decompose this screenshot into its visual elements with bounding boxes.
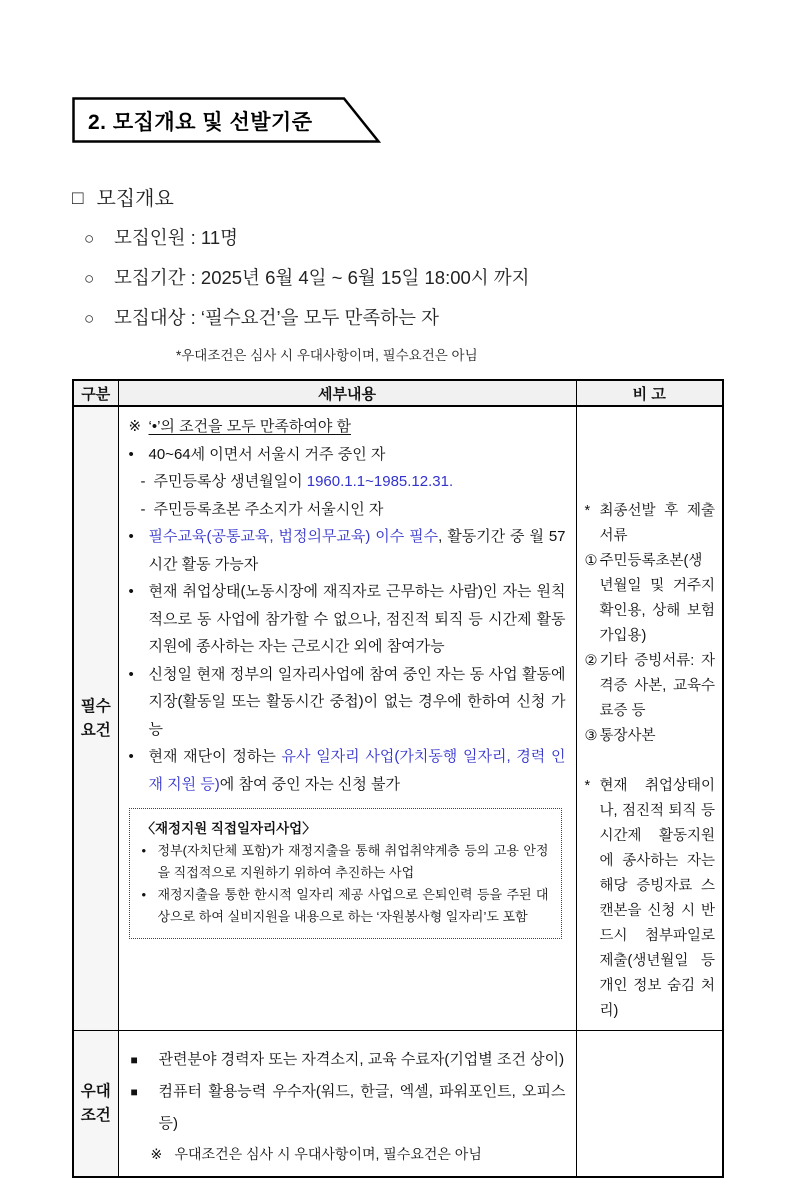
bullet-marker: * [584, 503, 591, 519]
list-item [585, 549, 716, 649]
row-label-line: 우대 [80, 1082, 111, 1100]
inset-box-list [142, 840, 549, 928]
text-segment: 신청일 현재 정부의 일자리사업에 참여 중인 자는 동 사업 활동에 지장(활동일 또는 활동시간 중첩)이 없는 경우에 한하여 신청 가능 [148, 665, 566, 738]
bullet-marker: ① [584, 553, 598, 569]
text-segment: 주민등록초본 주소지가 서울시인 자 [153, 500, 384, 518]
remarks-list [585, 499, 716, 1024]
col-header-remarks: 비 고 [576, 380, 723, 406]
list-item [585, 499, 716, 549]
list-item [84, 264, 722, 290]
bullet-marker: ② [584, 653, 598, 669]
text-segment: ‘•’의 조건을 모두 만족하여야 함 [148, 418, 351, 435]
section-title: 2. 모집개요 및 선발기준 [88, 110, 313, 134]
text-segment: 정부(자치단체 포함)가 재정지출을 통해 취업취약계층 등의 고용 안정을 직접적으로 지원하기 위하여 추진하는 사업 [157, 843, 549, 880]
col-header-category: 구분 [73, 380, 118, 406]
list-item [129, 578, 566, 661]
bullet-marker: • [128, 445, 134, 463]
bullet-marker: ■ [130, 1085, 138, 1099]
bullet-marker: ○ [84, 309, 95, 328]
text-segment: 최종선발 후 제출서류 [599, 503, 715, 544]
overview-heading-label: 모집개요 [96, 188, 174, 210]
list-item [131, 1044, 566, 1076]
text-segment: 통장사본 [599, 728, 656, 744]
list-item [151, 1139, 566, 1170]
overview-list [84, 224, 722, 330]
text-segment: , 활동기간 중 월 57시간 활동 가능자 [148, 528, 566, 573]
text-segment: 기타 증빙서류: 자격증 사본, 교육수료증 등 [599, 653, 715, 719]
preferred-list [131, 1044, 566, 1170]
bullet-marker: ※ [128, 418, 142, 435]
text-segment: 재정지출을 통한 한시적 일자리 제공 사업으로 은퇴인력 등을 주된 대상으로 하여 실비지원을 내용으로 하는 ‘자원봉사형 일자리’도 포함 [157, 887, 549, 924]
text-segment: 관련분야 경력자 또는 자격소지, 교육 수료자(기업별 조건 상이) [158, 1051, 565, 1068]
section-title-banner [72, 97, 382, 144]
text-segment: 주민등록초본(생년월일 및 거주지 확인용, 상해 보험 가입용) [599, 553, 715, 644]
list-item [129, 413, 566, 441]
row-label-line: 필수 [80, 697, 111, 715]
bullet-marker: • [128, 583, 134, 600]
list-item [142, 884, 549, 928]
text-segment: 모집인원 : 11명 [114, 227, 238, 248]
list-item [129, 468, 566, 496]
criteria-table [72, 379, 724, 1178]
bullet-marker: • [128, 665, 134, 683]
text-segment: 우대조건은 심사 시 우대사항이며, 필수요건은 아님 [174, 1146, 482, 1162]
overview-note: *우대조건은 심사 시 우대사항이며, 필수요건은 아님 [176, 348, 478, 363]
col-header-details: 세부내용 [118, 380, 576, 406]
overview-heading [72, 182, 722, 211]
bullet-marker: • [128, 748, 134, 765]
list-item [129, 743, 566, 798]
text-segment: 현재 재단이 정하는 [148, 748, 282, 765]
square-bullet-icon: □ [72, 188, 84, 209]
table-header-row [73, 380, 723, 406]
bullet-marker: ③ [584, 728, 598, 744]
text-segment: 유사 일자리 사업(가치동행 일자리, 경력 인재 지원 등) [148, 748, 566, 793]
preferred-details-cell [118, 1031, 576, 1178]
list-item [131, 1076, 566, 1139]
bullet-marker: • [141, 843, 147, 858]
list-item [84, 224, 722, 250]
inset-box-title: 〈재정지원 직접일자리사업〉 [141, 821, 316, 836]
remarks-cell-empty [576, 1031, 723, 1178]
list-item [129, 496, 566, 524]
list-item [129, 441, 566, 469]
list-item [142, 840, 549, 884]
direct-jobs-inset-box [129, 808, 562, 939]
text-segment: 40~64세 이면서 서울시 거주 중인 자 [148, 445, 386, 463]
required-details-list [129, 413, 566, 798]
bullet-marker: - [140, 473, 146, 490]
list-item [585, 649, 716, 724]
text-segment: 모집대상 : ‘필수요건’을 모두 만족하는 자 [114, 307, 439, 328]
table-row-preferred [73, 1031, 723, 1178]
remarks-cell [576, 406, 723, 1031]
text-segment: 모집기간 : 2025년 6월 4일 ~ 6월 15일 18:00시 까지 [114, 267, 530, 288]
bullet-marker: - [140, 500, 146, 518]
list-item [129, 523, 566, 578]
list-item [585, 774, 716, 1024]
bullet-marker: * [584, 778, 591, 794]
bullet-marker: • [141, 887, 147, 902]
list-item [585, 724, 716, 749]
bullet-marker: ○ [84, 269, 95, 288]
required-details-cell [118, 406, 576, 1031]
text-segment: 1960.1.1~1985.12.31. [306, 473, 454, 490]
text-segment: 필수교육(공통교육, 법정의무교육) 이수 필수 [148, 528, 439, 545]
row-label-line: 조건 [80, 1106, 111, 1124]
list-item [129, 661, 566, 744]
bullet-marker: ※ [150, 1146, 163, 1162]
text-segment: 현재 취업상태이나, 점진적 퇴직 등 시간제 활동지원에 종사하는 자는 해당 증빙자료 스캔본을 신청 시 반드시 첨부파일로 제출(생년월일 등 개인 정보 숨김 처리) [599, 778, 715, 1019]
text-segment: 현재 취업상태(노동시장에 재직자로 근무하는 사람)인 자는 원칙적으로 동 사업에 참가할 수 없으나, 점진적 퇴직 등 시간제 활동지원에 종사하는 자는 근로시간 외에 참여가능 [148, 583, 566, 655]
table-row-required [73, 406, 723, 1031]
list-item [84, 304, 722, 330]
row-label-required [73, 406, 118, 1031]
text-segment: 주민등록상 생년월일이 [153, 473, 307, 490]
bullet-marker: ■ [130, 1053, 138, 1067]
text-segment: 에 참여 중인 자는 신청 불가 [219, 775, 401, 793]
text-segment: 컴퓨터 활용능력 우수자(워드, 한글, 엑셀, 파워포인트, 오피스 등) [158, 1083, 566, 1132]
bullet-marker: • [128, 528, 134, 545]
row-label-line: 요건 [80, 721, 111, 739]
row-label-preferred [73, 1031, 118, 1178]
bullet-marker: ○ [84, 229, 95, 248]
